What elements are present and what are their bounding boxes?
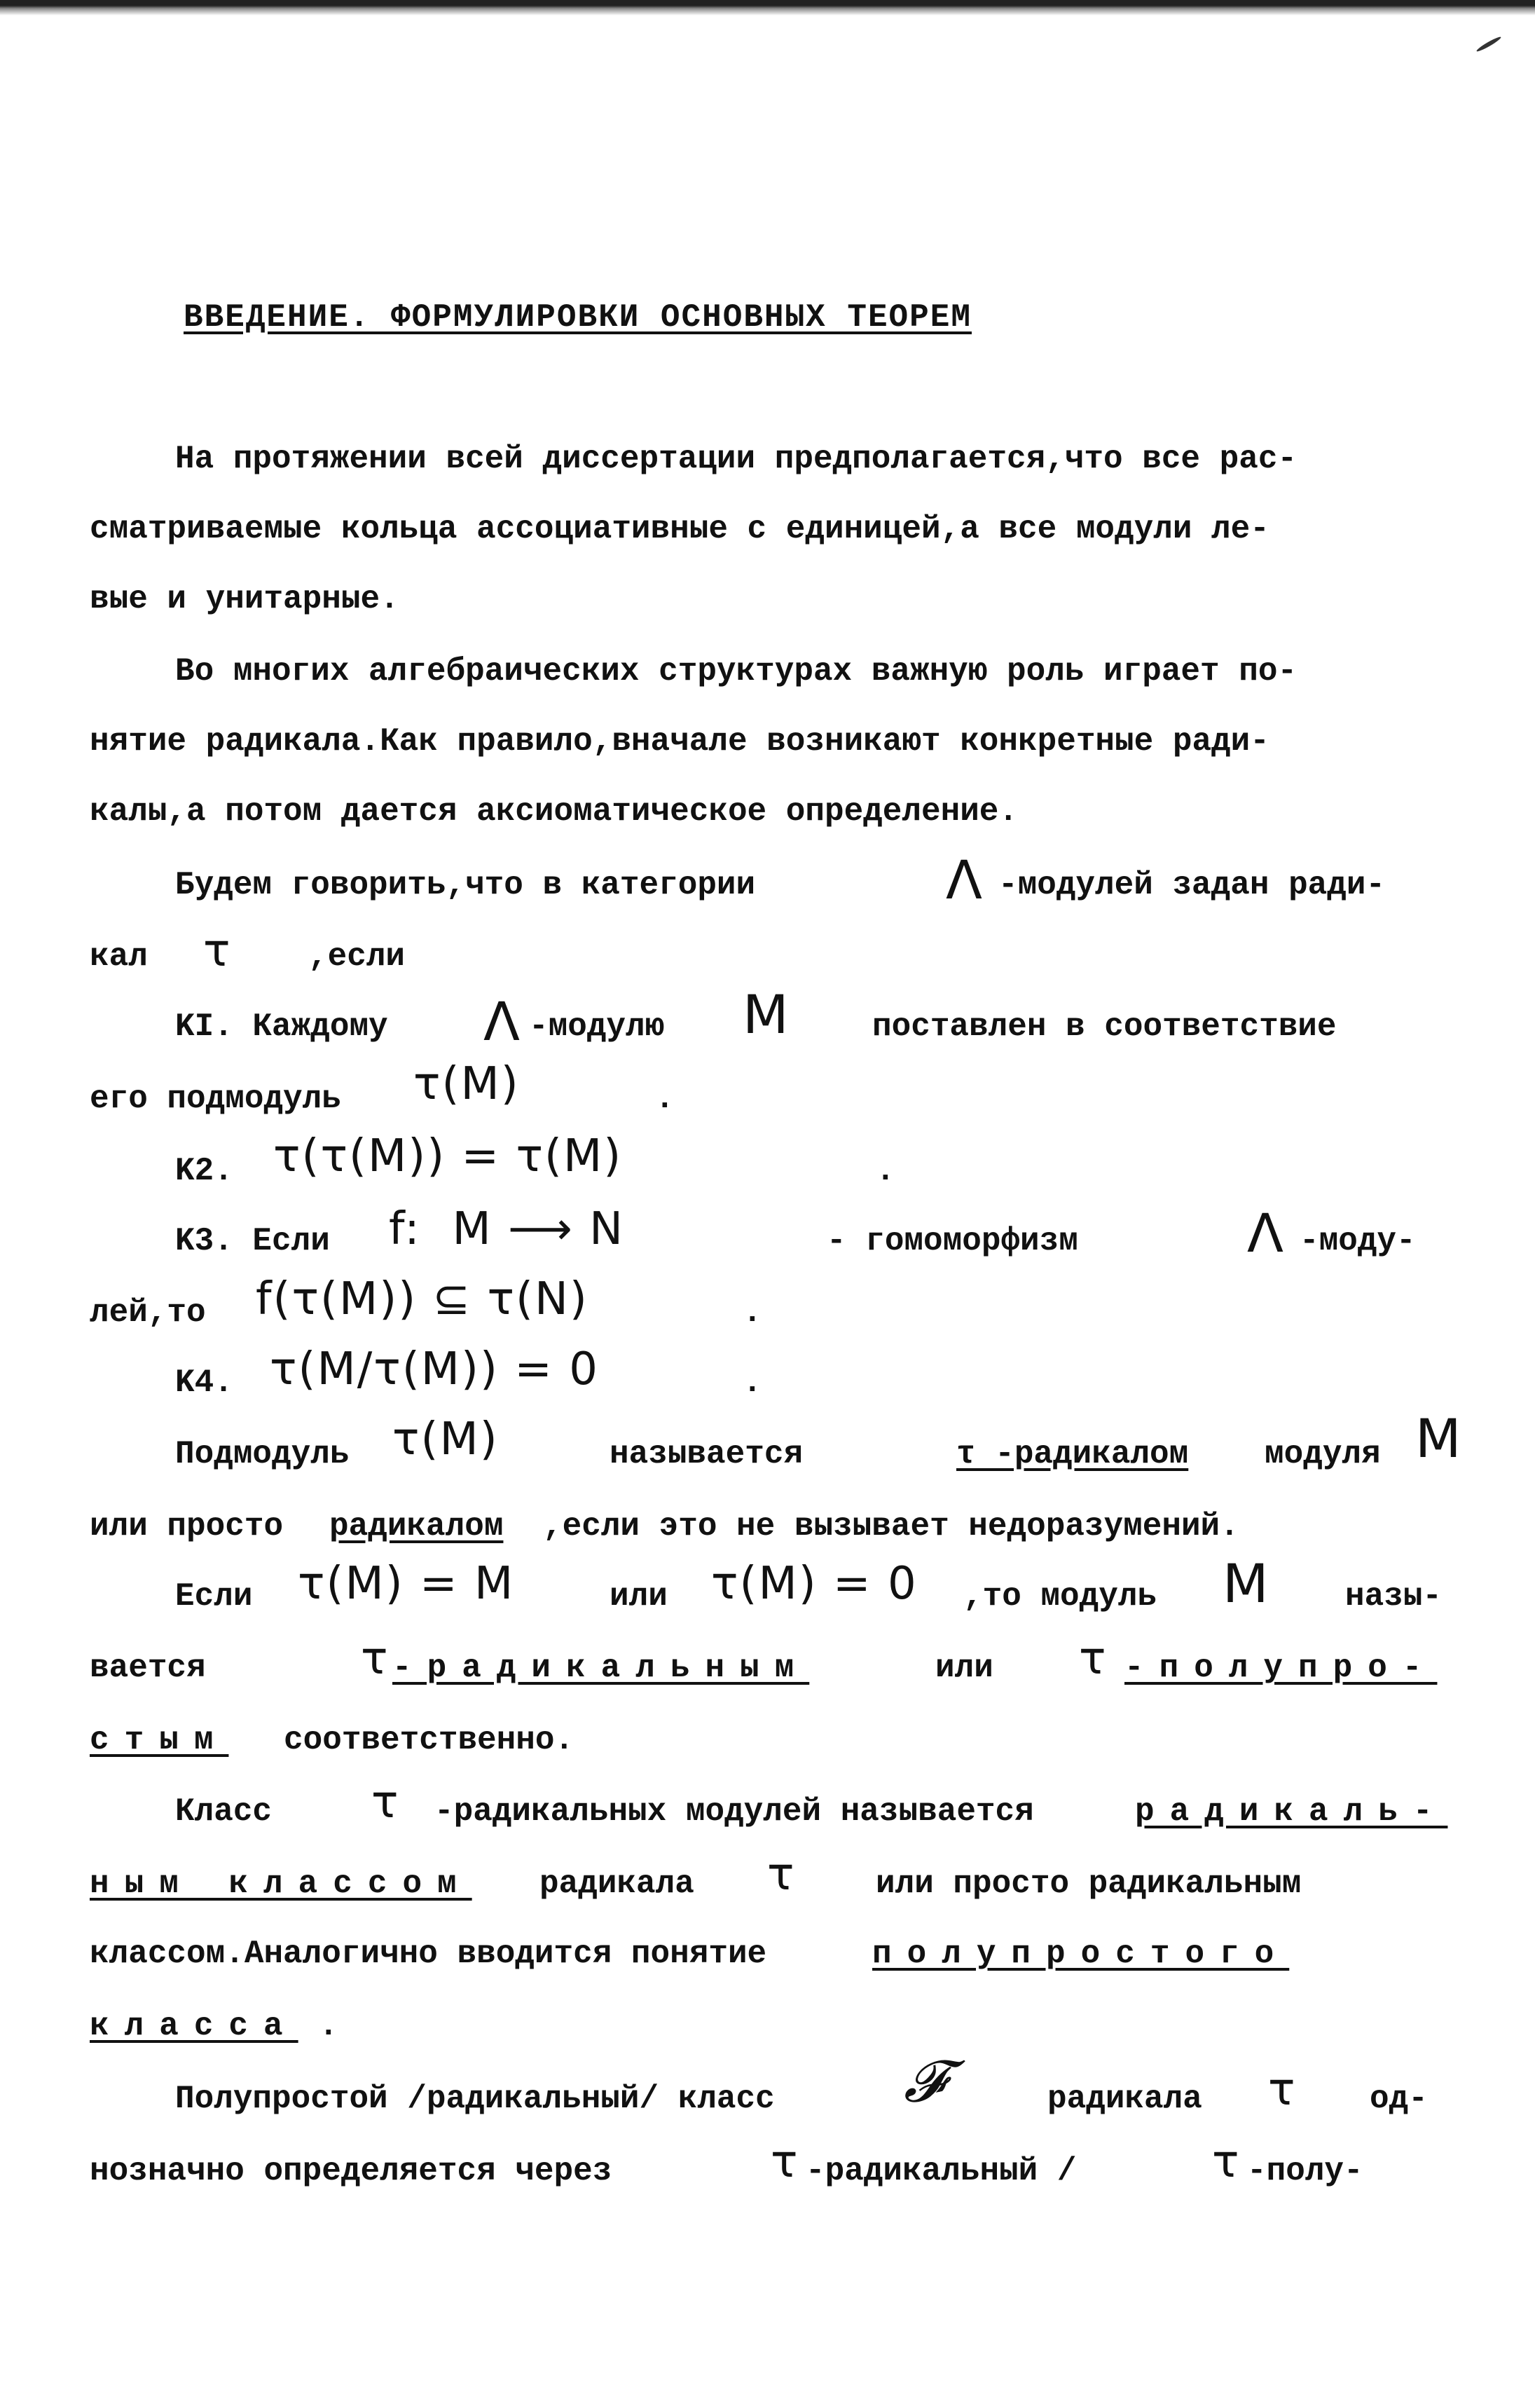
scan-speck [1475,35,1502,53]
k1-mid: -модулю [529,1008,665,1045]
p5-line-1a: Если [175,1578,253,1615]
k4-dot: . [743,1364,762,1401]
p4-line-1c: модуля [1265,1436,1381,1472]
tau-symbol: τ [1268,2064,1297,2116]
k3-morphism: f: M ⟶ N [389,1203,625,1255]
p5-line-1d: назы- [1345,1578,1443,1615]
p7-line-2b: -радикальный / [806,2153,1077,2189]
p5-expr-1: τ(M) = M [298,1558,515,1610]
p3-line-2a: кал [90,938,148,975]
term-radical-class-part-2: ным классом [90,1866,472,1902]
k3-dot: . [743,1294,762,1331]
p7-line-2c: -полу- [1247,2153,1363,2189]
term-radical-class-part-1: радикаль- [1135,1793,1448,1830]
p5-line-3b: соответственно. [284,1722,574,1758]
p6-line-1a: Класс [175,1793,273,1830]
p1-line-2: сматриваемые кольца ассоциативные с единицей,а все модули ле- [90,511,1269,547]
k3-mid: - гомоморфизм [827,1223,1078,1259]
k1-end: поставлен в соответствие [872,1008,1337,1045]
p3-line-1b: -модулей задан ради- [998,867,1386,903]
k2-dot: . [876,1153,895,1189]
p5-expr-2: τ(M) = 0 [711,1558,918,1610]
k3-line-2a: лей,то [90,1294,206,1331]
k1-line-2a: его подмодуль [90,1081,341,1117]
term-semisimple-part-1: -полупро- [1124,1650,1438,1686]
term-tau-radical-module: -радикальным [392,1650,810,1686]
tau-symbol: τ [203,925,232,977]
p1-line-1: На протяжении всей диссертации предполагается,что все рас- [175,441,1297,477]
tau-symbol: τ [1212,2136,1241,2188]
k1-expr: τ(M) [413,1058,520,1110]
lambda-symbol: Λ [483,990,521,1053]
p4-line-1a: Подмодуль [175,1436,350,1472]
module-m: M [1415,1407,1463,1470]
p6-line-2b: радикала [539,1866,694,1902]
p2-line-3: калы,а потом дается аксиоматическое определение. [90,793,1019,830]
p5-line-2b: или [935,1650,993,1686]
p7-line-1a: Полупростой /радикальный/ класс [175,2081,775,2117]
p3-line-2b: ,если [308,938,406,975]
tau-symbol: τ [767,1849,796,1901]
p1-line-3: вые и унитарные. [90,581,399,617]
term-semisimple-class-part-2: класса [90,2008,298,2044]
p3-line-1a: Будем говорить,что в категории [175,867,756,903]
p7-line-1c: од- [1370,2081,1428,2117]
p7-line-1b: радикала [1047,2081,1202,2117]
term-tau-radical: τ -радикалом [956,1436,1189,1472]
p4-line-2b: ,если это не вызывает недоразумений. [543,1508,1239,1545]
module-m: M [1223,1552,1270,1615]
p7-line-2a: нозначно определяется через [90,2153,612,2189]
tau-symbol: τ [1079,1633,1108,1685]
k2-expr: τ(τ(M)) = τ(M) [273,1130,623,1182]
p5-line-1c: ,то модуль [963,1578,1157,1615]
lambda-symbol: Λ [946,849,984,911]
p6-line-1b: -радикальных модулей называется [434,1793,1034,1830]
p5-line-2a: вается [90,1650,206,1686]
p2-line-2: нятие радикала.Как правило,вначале возникают конкретные ради- [90,723,1269,760]
p6-line-2c: или просто радикальным [876,1866,1302,1902]
k3-expr: f(τ(M)) ⊆ τ(N) [256,1273,588,1325]
k1-dot: . [655,1081,675,1117]
p4-line-1b: называется [610,1436,804,1472]
tau-symbol: τ [371,1777,400,1828]
term-semisimple-class-part-1: полупростого [872,1936,1290,1972]
p5-line-1b: или [610,1578,668,1615]
module-m: M [743,983,790,1046]
term-semisimple-part-2: стым [90,1722,229,1758]
p6-line-4b: . [319,2008,338,2044]
p4-expr: τ(M) [392,1414,499,1465]
p4-line-2a: или просто [90,1508,284,1545]
scan-edge-top [0,0,1535,15]
class-f-symbol: 𝓕 [904,2048,947,2115]
lambda-symbol: Λ [1247,1202,1285,1264]
term-radical: радикалом [329,1508,504,1545]
p2-line-1: Во многих алгебраических структурах важную роль играет по- [175,653,1297,690]
k4-expr: τ(M/τ(M)) = 0 [270,1343,599,1395]
page-title: ВВЕДЕНИЕ. ФОРМУЛИРОВКИ ОСНОВНЫХ ТЕОРЕМ [184,299,972,336]
k1-label: KI. Каждому [175,1008,388,1045]
tau-symbol: τ [361,1633,390,1685]
k3-label: K3. Если [175,1223,330,1259]
tau-symbol: τ [771,2136,799,2188]
k2-label: K2. [175,1153,233,1189]
p6-line-3a: классом.Аналогично вводится понятие [90,1936,767,1972]
k3-end: -моду- [1300,1223,1416,1259]
k4-label: K4. [175,1364,233,1401]
